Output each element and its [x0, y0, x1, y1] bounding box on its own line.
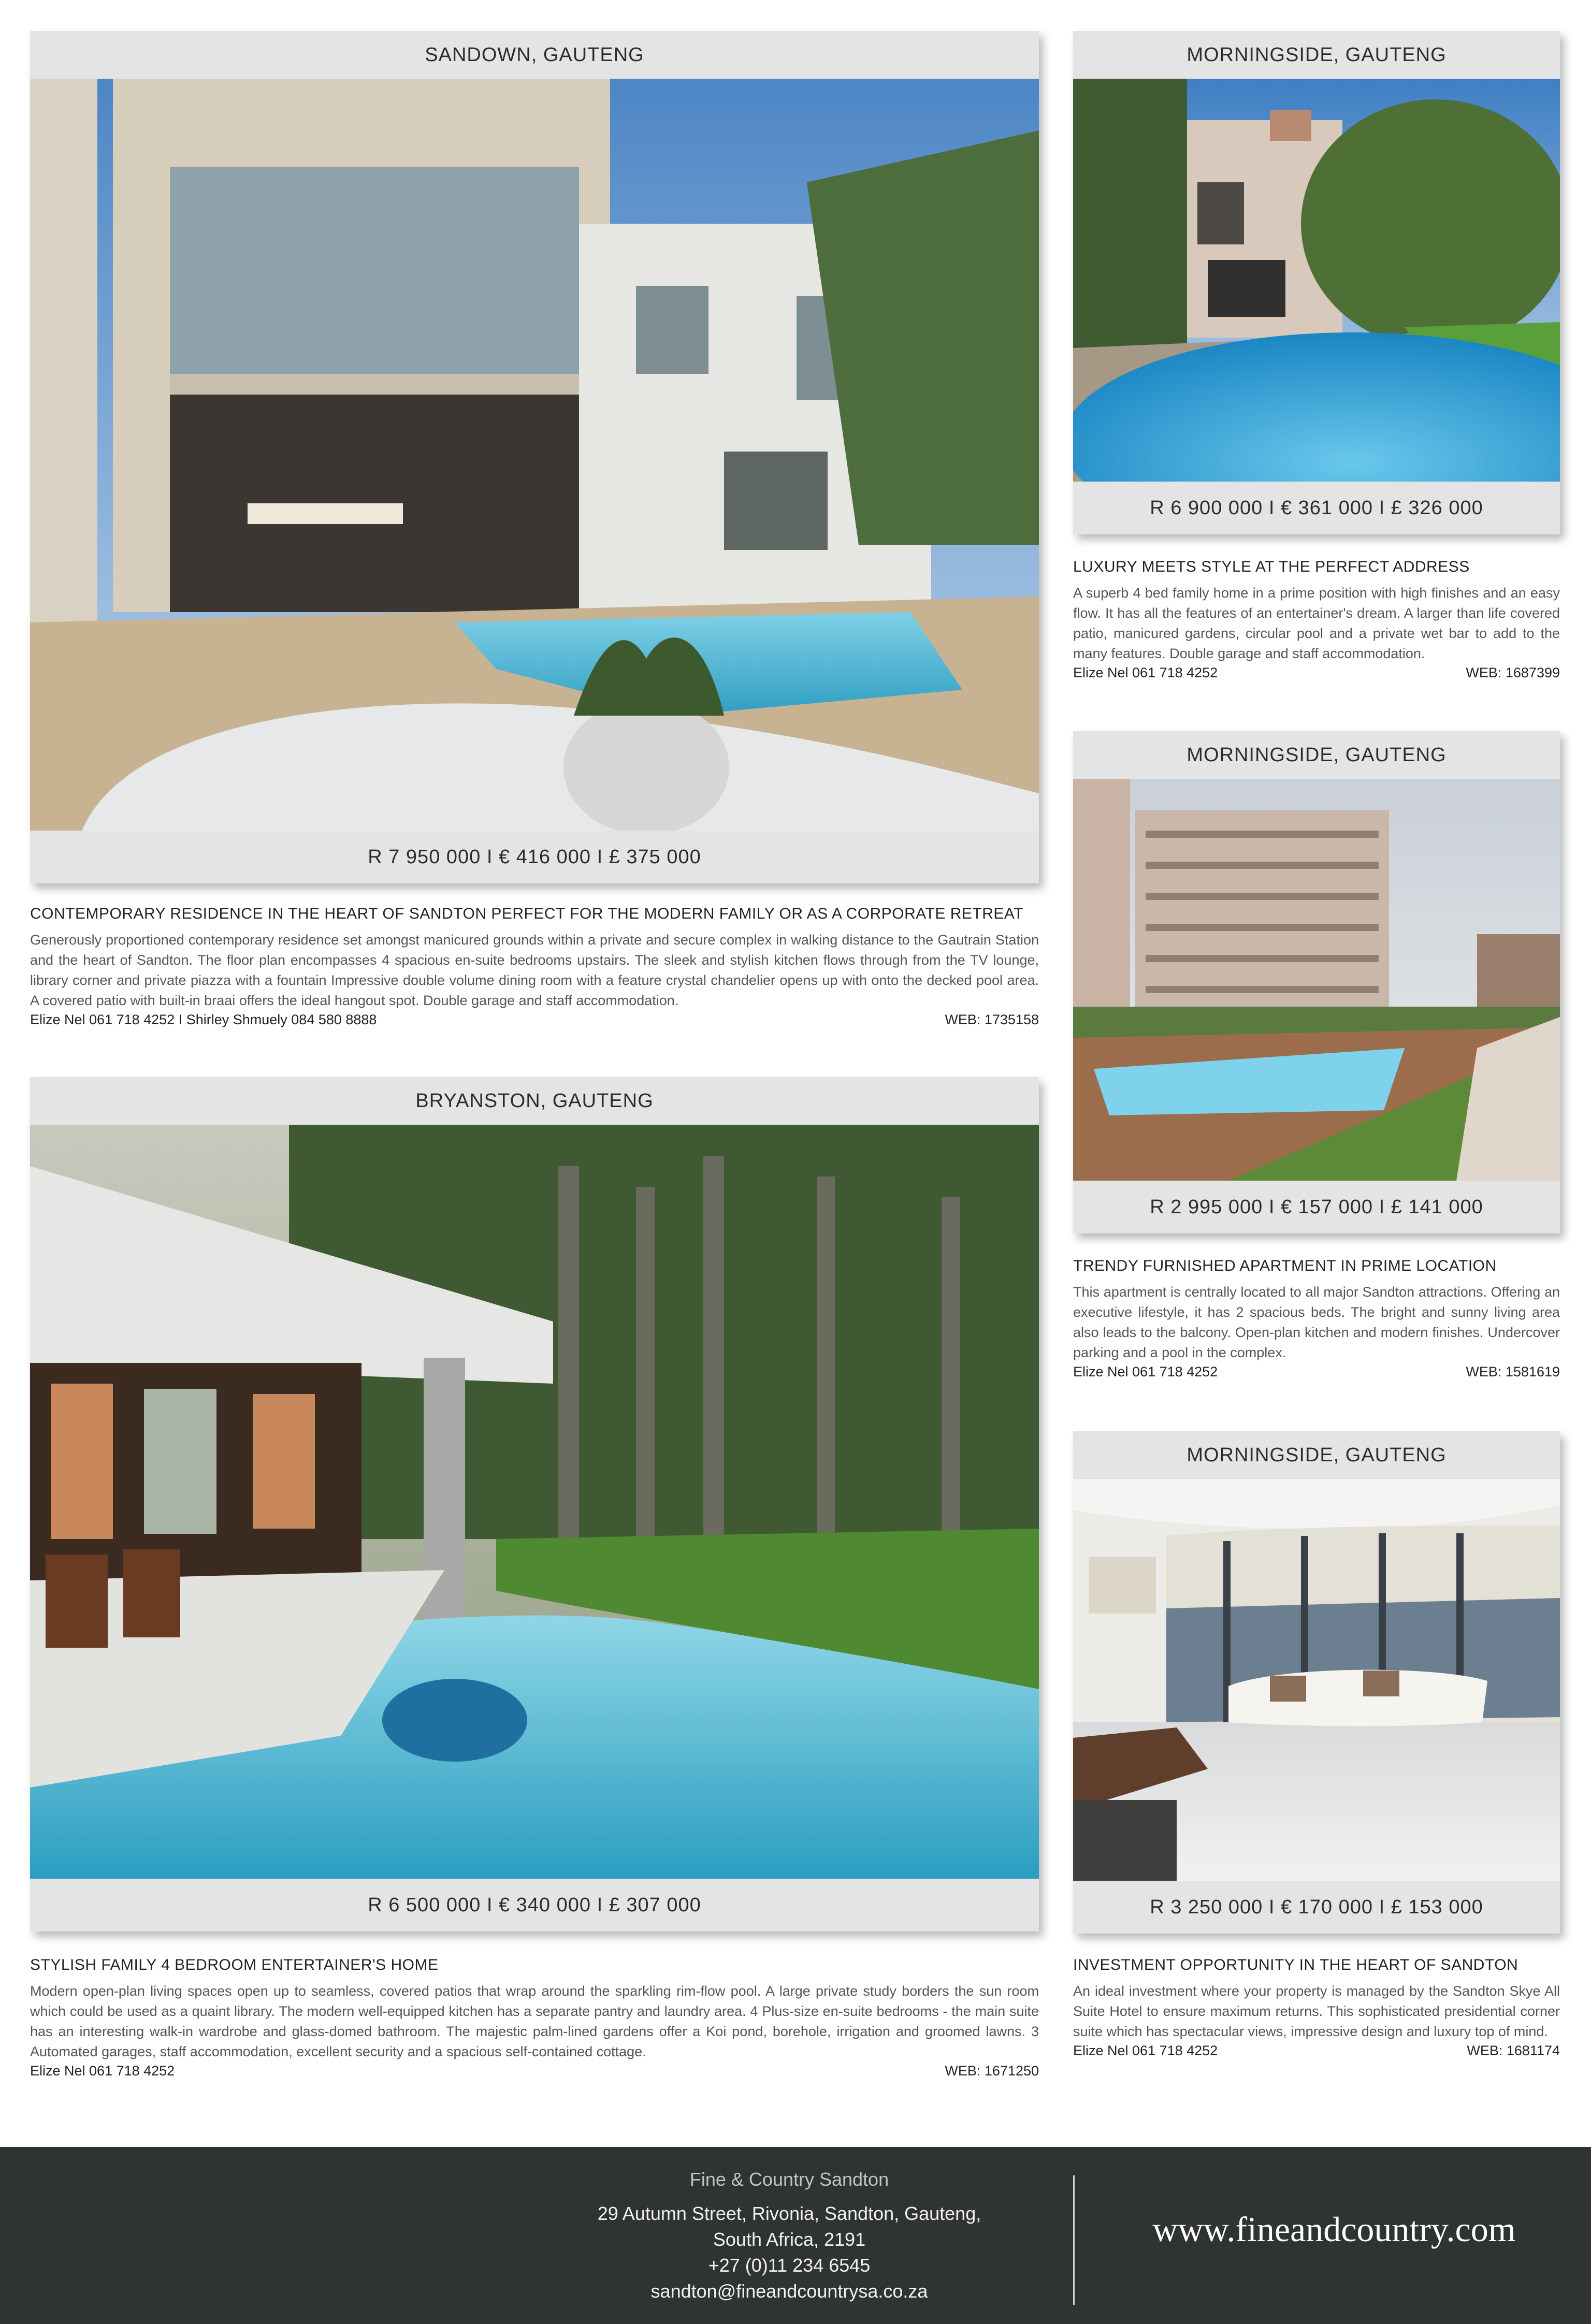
property-listing-bryanston [30, 1956, 1039, 2079]
property-location: MORNINGSIDE, GAUTENG [1187, 43, 1447, 66]
address-line-1: 29 Autumn Street, Rivonia, Sandton, Gauteng, [597, 2203, 981, 2224]
website-link[interactable]: www.fineandcountry.com [1152, 2210, 1516, 2249]
property-listing-morningside-suite [1073, 1956, 1560, 2059]
footer-address [530, 2201, 1048, 2304]
property-card-morningside-suite[interactable] [1073, 1431, 1560, 1934]
agent-contact: Elize Nel 061 718 4252 [1073, 665, 1218, 680]
property-price: R 6 500 000 I € 340 000 I £ 307 000 [368, 1894, 701, 1916]
listing-title: TRENDY FURNISHED APARTMENT IN PRIME LOCATION [1073, 1257, 1497, 1274]
property-price: R 2 995 000 I € 157 000 I £ 141 000 [1150, 1196, 1483, 1218]
property-photo [1073, 779, 1560, 1181]
property-photo [1073, 79, 1560, 482]
address-line-2: South Africa, 2191 [713, 2229, 866, 2250]
listing-description: An ideal investment where your property is managed by the Sandton Skye All Suite Hotel to ensure maximum returns. This sophisticated presidential corner suite which has spectacular views, impressive design and luxury top of mind. [1073, 1983, 1560, 2039]
property-photo [30, 1125, 1039, 1879]
property-price: R 6 900 000 I € 361 000 I £ 326 000 [1150, 497, 1483, 519]
footer-phone[interactable]: +27 (0)11 234 6545 [708, 2255, 871, 2276]
property-photo [30, 79, 1039, 831]
listing-description: This apartment is centrally located to all major Sandton attractions. Offering an executive lifestyle, it has 2 spacious beds. The bright and sunny living area also leads to the balcony. Open-plan kitchen and modern finishes. Undercover parking and a pool in the complex. [1073, 1284, 1560, 1360]
property-photo [1073, 1479, 1560, 1881]
listing-description: Modern open-plan living spaces open up to seamless, covered patios that wrap around the sparkling rim-flow pool. A large private study borders the sun room which could be used as a quaint library. The modern well-equipped kitchen has a separate pantry and laundry area. 4 Plus-size en-suite bedrooms - the main suite has an interesting walk-in wardrobe and glass-domed bathroom. The majestic palm-lined gardens offer a Koi pond, borehole, irrigation and groomed lawns. 3 Automated garages, staff accommodation, excellent security and a spacious self-contained cottage. [30, 1983, 1039, 2059]
listing-title: CONTEMPORARY RESIDENCE IN THE HEART OF SANDTON PERFECT FOR THE MODERN FAMILY OR AS A CORPORATE RETREAT [30, 905, 1023, 922]
listing-description: Generously proportioned contemporary residence set amongst manicured grounds within a private and secure complex in walking distance to the Gautrain Station and the heart of Sandton. The floor plan encompasses 4 spacious en-suite bedrooms upstairs. The sleek and stylish kitchen flows through from the TV lounge, library corner and private piazza with a fountain Impressive double volume dining room with a feature crystal chandelier opens up with onto the decked pool area. A covered patio with built-in braai offers the ideal hangout spot. Double garage and staff accommodation. [30, 932, 1039, 1008]
agent-contact: Elize Nel 061 718 4252 [30, 2063, 175, 2079]
property-location: MORNINGSIDE, GAUTENG [1187, 1444, 1447, 1466]
agent-contact: Elize Nel 061 718 4252 [1073, 2043, 1218, 2058]
property-card-sandown[interactable] [30, 31, 1039, 883]
web-reference: WEB: 1671250 [945, 2063, 1039, 2079]
agent-contact: Elize Nel 061 718 4252 I Shirley Shmuely 084 580 8888 [30, 1012, 377, 1027]
footer-brand: Fine & Country Sandton [689, 2169, 889, 2190]
listing-title: INVESTMENT OPPORTUNITY IN THE HEART OF SANDTON [1073, 1956, 1518, 1973]
footer [0, 2147, 1591, 2324]
web-reference: WEB: 1681174 [1467, 2043, 1560, 2058]
property-location: SANDOWN, GAUTENG [425, 43, 644, 66]
footer-divider [1073, 2175, 1075, 2305]
listing-description: A superb 4 bed family home in a prime position with high finishes and an easy flow. It has all the features of an entertainer's dream. A larger than life covered patio, manicured gardens, circular pool and a private wet bar to add to the many features. Double garage and staff accommodation. [1073, 585, 1560, 661]
footer-email[interactable]: sandton@fineandcountrysa.co.za [650, 2281, 928, 2302]
property-listing-sandown [30, 905, 1039, 1028]
property-location: MORNINGSIDE, GAUTENG [1187, 744, 1447, 766]
property-card-morningside-apartment[interactable] [1073, 731, 1560, 1233]
web-reference: WEB: 1735158 [945, 1012, 1039, 1027]
property-location: BRYANSTON, GAUTENG [415, 1090, 654, 1112]
web-reference: WEB: 1581619 [1466, 1364, 1560, 1379]
property-price: R 7 950 000 I € 416 000 I £ 375 000 [368, 846, 701, 868]
web-reference: WEB: 1687399 [1466, 665, 1560, 680]
listing-title: LUXURY MEETS STYLE AT THE PERFECT ADDRESS [1073, 558, 1470, 575]
property-listing-morningside-apartment [1073, 1257, 1560, 1380]
agent-contact: Elize Nel 061 718 4252 [1073, 1364, 1218, 1379]
property-listing-morningside-house [1073, 558, 1560, 681]
property-card-morningside-house[interactable] [1073, 31, 1560, 534]
property-price: R 3 250 000 I € 170 000 I £ 153 000 [1150, 1896, 1483, 1918]
listing-title: STYLISH FAMILY 4 BEDROOM ENTERTAINER'S HOME [30, 1956, 439, 1973]
property-card-bryanston[interactable] [30, 1077, 1039, 1931]
